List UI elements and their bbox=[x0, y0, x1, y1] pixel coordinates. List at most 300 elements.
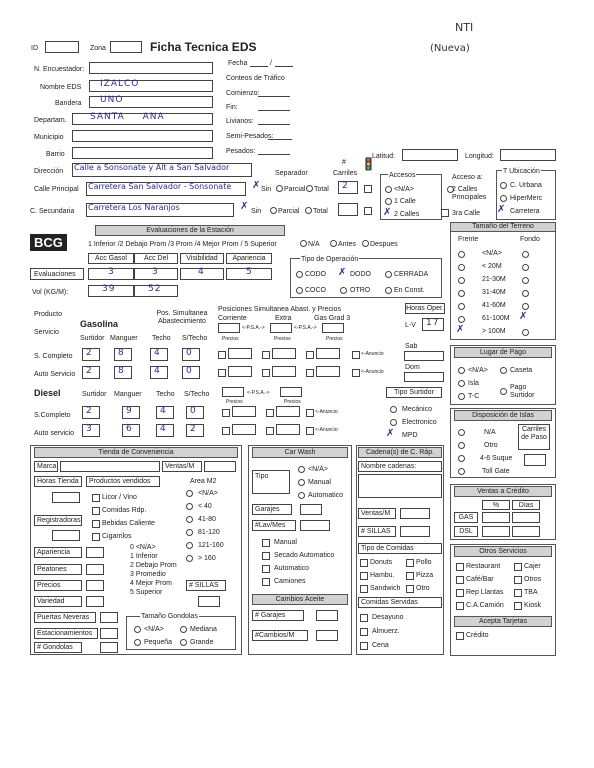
bandera-label: Bandera bbox=[55, 100, 82, 107]
terreno-fondo-4[interactable] bbox=[522, 290, 529, 297]
fecha-line-2[interactable] bbox=[275, 66, 293, 67]
terreno-opt-7: > 100M bbox=[482, 328, 506, 335]
credito-check[interactable] bbox=[456, 632, 464, 640]
carriles-label: Carriles bbox=[333, 170, 358, 177]
restaurant-label: Restaurant bbox=[466, 563, 501, 570]
gas-as-corr-price[interactable] bbox=[228, 366, 252, 377]
id-label: ID bbox=[31, 45, 38, 52]
gg3-psa-box[interactable] bbox=[322, 323, 344, 333]
cs-total-radio[interactable] bbox=[305, 207, 312, 214]
area-na-radio[interactable] bbox=[186, 490, 193, 497]
nombre-value: IZALCO bbox=[100, 79, 140, 89]
encuestador-field[interactable] bbox=[89, 62, 213, 74]
diesel-precios-1: Precios bbox=[226, 399, 243, 405]
cw-garajes-label: Garajes bbox=[252, 504, 292, 515]
cadena-sillas-field[interactable] bbox=[400, 526, 430, 537]
semipesados-label: Semi-Pesados: bbox=[226, 133, 274, 140]
direccion-label: Dirección bbox=[34, 168, 64, 175]
diesel-as-price-2[interactable] bbox=[276, 424, 300, 435]
terreno-opt-6: 61-100M bbox=[482, 315, 510, 322]
comienzo-label: Comienzo: bbox=[226, 90, 260, 97]
eval-despues-label: Despues bbox=[370, 241, 398, 248]
pago-na-radio[interactable] bbox=[458, 367, 465, 374]
comidas-check[interactable] bbox=[92, 507, 100, 515]
encuestador-label: N. Encuestador: bbox=[34, 66, 85, 73]
pago-tc-label: T-C bbox=[468, 393, 480, 400]
cp-semaforo-check[interactable] bbox=[364, 185, 372, 193]
diesel-sc-price-2[interactable] bbox=[276, 406, 300, 417]
area-m2-label: Area M2 bbox=[190, 478, 217, 485]
gas-as-4: 0 bbox=[186, 366, 193, 376]
terreno-fondo-3[interactable] bbox=[522, 277, 529, 284]
accesos-2calles-label: 2 Calles bbox=[394, 211, 420, 218]
acceso-3ra-label: 3ra Calle bbox=[452, 210, 481, 217]
diesel-as-price-1[interactable] bbox=[232, 424, 256, 435]
diesel-sc-3: 4 bbox=[160, 406, 167, 416]
gas-stecho-hdr: S/Techo bbox=[182, 335, 208, 342]
pago-surtidor-label: Pago Surtidor bbox=[510, 384, 535, 399]
tba-check[interactable] bbox=[514, 589, 522, 597]
disp-na-radio[interactable] bbox=[458, 429, 465, 436]
vc-gas-label: GAS bbox=[454, 512, 478, 523]
diesel-sc-2: 9 bbox=[126, 406, 133, 416]
tipo-comidas-label: Tipo de Comidas bbox=[358, 543, 442, 554]
diesel-as-check-1[interactable] bbox=[222, 427, 230, 435]
ubicacion-hipermerc-label: HiperMerc bbox=[510, 195, 543, 202]
gas-sc-4: 0 bbox=[186, 348, 193, 358]
livianos-label: Livianos: bbox=[226, 118, 254, 125]
cw-lavmes-field[interactable] bbox=[300, 520, 330, 531]
comidas-servidas-label: Comidas Servidas bbox=[358, 597, 442, 608]
calle-secundaria-value: Carretera Los Naranjos bbox=[88, 203, 180, 212]
diesel-precios-2: Precios bbox=[284, 399, 301, 405]
pesados-line[interactable] bbox=[258, 154, 290, 155]
gas-techo-hdr: Techo bbox=[152, 335, 171, 342]
sab-label: Sab bbox=[405, 343, 418, 350]
fecha-label: Fecha bbox=[228, 60, 248, 67]
gondola-pequena-label: Pequeña bbox=[144, 639, 173, 646]
scale-5: 5 Superior bbox=[130, 589, 163, 596]
eval-value-3: 4 bbox=[198, 267, 205, 277]
op-codo-radio[interactable] bbox=[296, 271, 303, 278]
acceso-3ra-check[interactable] bbox=[441, 209, 449, 217]
cambios-m-field[interactable] bbox=[316, 630, 338, 641]
terreno-fondo-2[interactable] bbox=[522, 264, 529, 271]
cw-secado-check[interactable] bbox=[262, 552, 270, 560]
registradoras-field[interactable] bbox=[52, 530, 80, 541]
corriente-psa-box[interactable] bbox=[218, 323, 240, 333]
semipesados-line[interactable] bbox=[268, 139, 292, 140]
area-41-80-radio[interactable] bbox=[186, 516, 193, 523]
gas-as-1: 2 bbox=[86, 366, 93, 376]
op-otro-radio[interactable] bbox=[340, 287, 347, 294]
almuerzo-check[interactable] bbox=[360, 628, 368, 636]
pago-caseta-label: Caseta bbox=[510, 367, 533, 374]
evaluaciones-title: Evaluaciones de la Estación bbox=[95, 225, 285, 236]
gas-sc-corr-price[interactable] bbox=[228, 348, 252, 359]
cena-check[interactable] bbox=[360, 642, 368, 650]
diesel-as-anuncio-check[interactable] bbox=[306, 427, 314, 435]
precios-3: Precios bbox=[326, 336, 343, 342]
restaurant-check[interactable] bbox=[456, 563, 464, 571]
cadena-sillas-label: # SILLAS bbox=[358, 526, 396, 537]
cs-parcial-label: Parcial bbox=[278, 208, 300, 215]
gas-sc-extra-check[interactable] bbox=[262, 351, 270, 359]
eval-despues-radio[interactable] bbox=[362, 240, 369, 247]
area-opt-2: < 40 bbox=[198, 503, 212, 510]
diesel-surtidor-hdr: Surtidor bbox=[82, 391, 107, 398]
gas-as-gg3-check[interactable] bbox=[306, 369, 314, 377]
zona-label: Zona bbox=[90, 45, 106, 52]
cena-label: Cena bbox=[372, 642, 389, 649]
tienda-sillas-field[interactable] bbox=[198, 596, 220, 607]
livianos-line[interactable] bbox=[258, 124, 290, 125]
fin-line[interactable] bbox=[258, 110, 290, 111]
peatones-field[interactable] bbox=[86, 564, 104, 575]
gasolina-label: Gasolina bbox=[80, 319, 119, 329]
cafebar-check[interactable] bbox=[456, 576, 464, 584]
scale-0: 0 <N/A> bbox=[130, 544, 156, 551]
comidas-label: Comidas Rdp. bbox=[102, 507, 147, 514]
gas-as-extra-price[interactable] bbox=[272, 366, 296, 377]
gas-as-anuncio: <-Anuncio bbox=[361, 369, 384, 375]
op-otro-label: OTRO bbox=[350, 287, 371, 294]
gas-sc-2: 8 bbox=[118, 348, 125, 358]
area-40-radio[interactable] bbox=[186, 503, 193, 510]
eval-row-label: Evaluaciones bbox=[30, 268, 84, 280]
terreno-fondo-1[interactable] bbox=[522, 251, 529, 258]
terreno-frente-1[interactable] bbox=[458, 251, 465, 258]
gondola-mediana-radio[interactable] bbox=[180, 626, 187, 633]
eval-antes-radio[interactable] bbox=[330, 240, 337, 247]
surtidor-mecanico-radio[interactable] bbox=[390, 406, 397, 413]
corner-note-line2: (Nueva) bbox=[430, 43, 470, 54]
licor-check[interactable] bbox=[92, 494, 100, 502]
area-opt-6: > 160 bbox=[198, 555, 216, 562]
desayuno-check[interactable] bbox=[360, 614, 368, 622]
cw-camiones-check[interactable] bbox=[262, 578, 270, 586]
ubicacion-carretera-mark: ✗ bbox=[497, 204, 506, 215]
diesel-techo-hdr: Techo bbox=[156, 391, 175, 398]
gas-as-gg3-price[interactable] bbox=[316, 366, 340, 377]
cw-automatico-check[interactable] bbox=[262, 565, 270, 573]
disp-otro-radio[interactable] bbox=[458, 442, 465, 449]
kiosk-label: Kiosk bbox=[524, 602, 542, 609]
gas-manguer-hdr: Manguer bbox=[110, 335, 138, 342]
gas-sc-3: 4 bbox=[154, 348, 161, 358]
tamano-gondolas-title: Tamaño Gondolas bbox=[141, 613, 198, 620]
diesel-sc-label: S.Completo bbox=[34, 412, 71, 419]
eval-value-2: 3 bbox=[152, 267, 159, 277]
scale-2: 2 Debajo Prom bbox=[130, 562, 177, 569]
producto-label: Producto bbox=[34, 311, 63, 318]
op-coco-radio[interactable] bbox=[296, 287, 303, 294]
gas-sc-anuncio: <-Anuncio bbox=[361, 351, 384, 357]
terreno-frente-6[interactable] bbox=[458, 316, 465, 323]
calle-secundaria-label: C. Secundaria bbox=[30, 208, 75, 215]
pago-caseta-radio[interactable] bbox=[500, 367, 507, 374]
vc-pct-hdr: % bbox=[482, 500, 510, 510]
diesel-as-check-2[interactable] bbox=[266, 427, 274, 435]
cw-manual-check[interactable] bbox=[262, 539, 270, 547]
depto-value: SANTA ANA bbox=[90, 112, 165, 122]
terreno-opt-2: < 20M bbox=[482, 263, 502, 270]
cs-semaforo-check[interactable] bbox=[364, 207, 372, 215]
cambios-aceite-title: Cambios Aceite bbox=[252, 594, 348, 605]
area-81-120-radio[interactable] bbox=[186, 529, 193, 536]
area-opt-3: 41-80 bbox=[198, 516, 216, 523]
id-field[interactable] bbox=[45, 41, 79, 53]
gondola-grande-radio[interactable] bbox=[180, 639, 187, 646]
pizza-check[interactable] bbox=[406, 572, 414, 580]
almuerzo-label: Almuerz. bbox=[372, 628, 400, 635]
pago-na-label: <N/A> bbox=[468, 367, 488, 374]
apariencia-field[interactable] bbox=[86, 547, 104, 558]
gondola-na-radio[interactable] bbox=[134, 626, 141, 633]
cambios-garajes-field[interactable] bbox=[316, 610, 338, 621]
precios-2: Precios bbox=[274, 336, 291, 342]
donuts-check[interactable] bbox=[360, 559, 368, 567]
accesos-2calles-mark: ✗ bbox=[383, 207, 392, 218]
gas-as-extra-check[interactable] bbox=[262, 369, 270, 377]
productos-vendidos-label: Productos vendidos bbox=[86, 476, 160, 487]
estacionamientos-field[interactable] bbox=[100, 628, 118, 639]
diesel-sc-check-1[interactable] bbox=[222, 409, 230, 417]
cadena-ventas-field[interactable] bbox=[400, 508, 430, 519]
terreno-fondo-5[interactable] bbox=[522, 303, 529, 310]
gas-surtidor-hdr: Surtidor bbox=[80, 335, 105, 342]
gas-as-label: Auto Servicio bbox=[34, 371, 76, 378]
cw-garajes-field[interactable] bbox=[300, 504, 322, 515]
sandwich-check[interactable] bbox=[360, 585, 368, 593]
pollo-check[interactable] bbox=[406, 559, 414, 567]
surtidor-mecanico-label: Mecánico bbox=[402, 406, 432, 413]
pago-surtidor-radio[interactable] bbox=[500, 388, 507, 395]
vc-dsl-pct[interactable] bbox=[482, 526, 510, 537]
gondola-grande-label: Grande bbox=[190, 639, 214, 646]
cadena-nombre-field[interactable] bbox=[358, 474, 442, 498]
eval-col-1: Acc Gasol bbox=[88, 253, 134, 264]
cajer-check[interactable] bbox=[514, 563, 522, 571]
carriles-paso-field[interactable] bbox=[524, 454, 546, 466]
op-cerrada-radio[interactable] bbox=[385, 271, 392, 278]
repllantas-check[interactable] bbox=[456, 589, 464, 597]
op-dodo-mark: ✗ bbox=[338, 267, 347, 278]
gas-sc-gg3-price[interactable] bbox=[316, 348, 340, 359]
tipo-surtidor-label: Tipo Surtidor bbox=[386, 387, 442, 398]
terreno-frente-3[interactable] bbox=[458, 277, 465, 284]
diesel-sc-4: 0 bbox=[190, 406, 197, 416]
cambios-m-label: #Cambios/M bbox=[252, 630, 308, 641]
municipio-field[interactable] bbox=[72, 130, 213, 142]
gas-sc-extra-price[interactable] bbox=[272, 348, 296, 359]
cacamion-check[interactable] bbox=[456, 602, 464, 610]
gondola-pequena-radio[interactable] bbox=[134, 639, 141, 646]
pago-tc-radio[interactable] bbox=[458, 393, 465, 400]
registradoras-label: Registradoras bbox=[34, 515, 82, 526]
form-title: Ficha Tecnica EDS bbox=[150, 40, 257, 54]
cw-automatico-radio[interactable] bbox=[298, 492, 305, 499]
latitud-label: Latitud: bbox=[372, 153, 395, 160]
otro-comida-check[interactable] bbox=[406, 585, 414, 593]
carwash-tipo-label: Tipo bbox=[252, 470, 290, 494]
ubicacion-hipermerc-radio[interactable] bbox=[500, 195, 507, 202]
ventas-m-label: Ventas/M bbox=[162, 461, 202, 472]
op-cerrada-label: CERRADA bbox=[394, 271, 429, 278]
dom-field[interactable] bbox=[404, 372, 444, 382]
marca-label: Marca bbox=[34, 461, 58, 472]
scale-1: 1 Inferior bbox=[130, 553, 158, 560]
cambios-garajes-label: # Garajes bbox=[252, 610, 304, 621]
cw-manual-radio[interactable] bbox=[298, 479, 305, 486]
evaluaciones-scale: 1 Inferior /2 Debajo Prom /3 Prom /4 Mejor Prom / 5 Superior bbox=[88, 241, 277, 248]
eval-value-4: 5 bbox=[246, 267, 253, 277]
ventas-m-field[interactable] bbox=[204, 461, 236, 472]
tipo-operacion-title: Tipo de Operación bbox=[301, 256, 359, 263]
precios-1: Precios bbox=[222, 336, 239, 342]
conteos-label: Conteos de Tráfico bbox=[226, 75, 285, 82]
gas-as-2: 8 bbox=[118, 366, 125, 376]
accesos-na-radio[interactable] bbox=[385, 186, 392, 193]
cigarrillos-check[interactable] bbox=[92, 533, 100, 541]
gas-sc-corr-check[interactable] bbox=[218, 351, 226, 359]
gas-sc-anuncio-check[interactable] bbox=[352, 351, 360, 359]
calle-principal-label: Calle Principal bbox=[34, 186, 79, 193]
fecha-line-1[interactable] bbox=[250, 66, 268, 67]
area-121-160-radio[interactable] bbox=[186, 542, 193, 549]
extra-label: Extra bbox=[275, 315, 292, 322]
barrio-label: Barrio bbox=[46, 151, 65, 158]
cw-na-radio[interactable] bbox=[298, 466, 305, 473]
barrio-field[interactable] bbox=[72, 147, 213, 159]
marca-field[interactable] bbox=[60, 461, 160, 472]
op-dodo-label: DODO bbox=[350, 271, 371, 278]
diesel-as-3: 4 bbox=[160, 424, 167, 434]
gondolas-field[interactable] bbox=[100, 642, 118, 653]
diesel-as-1: 3 bbox=[86, 424, 93, 434]
op-coco-label: COCO bbox=[305, 287, 326, 294]
cw-manual-label: Manual bbox=[308, 479, 331, 486]
diesel-manguer-hdr: Manguer bbox=[114, 391, 142, 398]
diesel-sc-check-2[interactable] bbox=[266, 409, 274, 417]
comienzo-line[interactable] bbox=[258, 96, 290, 97]
posiciones-label: Posiciones Simultanea Abast. y Precios bbox=[218, 306, 341, 313]
gas-as-anuncio-check[interactable] bbox=[352, 369, 360, 377]
puertas-neveras-field[interactable] bbox=[100, 612, 118, 623]
diesel-as-4: 2 bbox=[190, 424, 197, 434]
kiosk-check[interactable] bbox=[514, 602, 522, 610]
lv-value: 17 bbox=[426, 318, 440, 328]
accesos-na-label: <N/A> bbox=[394, 186, 414, 193]
diesel-psa-box-2[interactable] bbox=[280, 387, 302, 397]
terreno-frente-4[interactable] bbox=[458, 290, 465, 297]
eval-na-radio[interactable] bbox=[300, 240, 307, 247]
cp-parcial-radio[interactable] bbox=[276, 185, 283, 192]
hambu-check[interactable] bbox=[360, 572, 368, 580]
terreno-opt-3: 21-30M bbox=[482, 276, 506, 283]
diesel-psa-box[interactable] bbox=[222, 387, 244, 397]
cigarrillos-label: Cigarrilos bbox=[102, 533, 132, 540]
diesel-sc-anuncio-check[interactable] bbox=[306, 409, 314, 417]
surtidor-electronico-radio[interactable] bbox=[390, 419, 397, 426]
disp-tollgate-radio[interactable] bbox=[458, 468, 465, 475]
sandwich-label: Sandwich bbox=[370, 585, 401, 592]
otros-check[interactable] bbox=[514, 576, 522, 584]
disp-na-label: N/A bbox=[484, 429, 496, 436]
cw-camiones-label: Camiones bbox=[274, 578, 306, 585]
accesos-1calle-radio[interactable] bbox=[385, 198, 392, 205]
accesos-title: Accesos bbox=[389, 172, 416, 179]
precios-field[interactable] bbox=[86, 580, 104, 591]
cadena-nombre-label: Nombre cadenas: bbox=[358, 461, 442, 472]
diesel-sc-anuncio: <-Anuncio bbox=[315, 409, 338, 415]
zona-field[interactable] bbox=[110, 41, 142, 53]
carwash-title: Car Wash bbox=[252, 447, 348, 458]
pizza-label: Pizza bbox=[416, 572, 434, 579]
diesel-sc-price-1[interactable] bbox=[232, 406, 256, 417]
puertas-neveras-label: Puertas Neveras bbox=[34, 612, 96, 623]
vc-gas-dias[interactable] bbox=[512, 512, 540, 523]
vc-gas-pct[interactable] bbox=[482, 512, 510, 523]
vc-dsl-dias[interactable] bbox=[512, 526, 540, 537]
area-160-radio[interactable] bbox=[186, 555, 193, 562]
separador-label: Separador bbox=[275, 170, 308, 177]
disp-suque-radio[interactable] bbox=[458, 455, 465, 462]
cw-secado-label: Secado Automatico bbox=[274, 552, 335, 559]
pago-isla-radio[interactable] bbox=[458, 380, 465, 387]
longitud-field[interactable] bbox=[500, 149, 556, 161]
gas-sc-gg3-check[interactable] bbox=[306, 351, 314, 359]
terreno-frente-2[interactable] bbox=[458, 264, 465, 271]
gas-sc-label: S. Completo bbox=[34, 353, 73, 360]
gas-as-corr-check[interactable] bbox=[218, 369, 226, 377]
acceso-a-label: Acceso a: bbox=[452, 174, 483, 181]
op-enconst-radio[interactable] bbox=[385, 287, 392, 294]
cs-carriles-field[interactable] bbox=[338, 203, 358, 216]
gondola-mediana-label: Mediana bbox=[190, 626, 217, 633]
horas-tienda-field[interactable] bbox=[52, 492, 80, 503]
cs-parcial-radio[interactable] bbox=[270, 207, 277, 214]
lugar-pago-title: Lugar de Pago bbox=[454, 347, 552, 358]
tienda-title: Tienda de Conveniencia bbox=[34, 447, 238, 458]
tienda-sillas-label: # SILLAS bbox=[186, 580, 226, 591]
latitud-field[interactable] bbox=[402, 149, 458, 161]
licor-label: Licor / Vino bbox=[102, 494, 137, 501]
terreno-fondo-7[interactable] bbox=[522, 329, 529, 336]
area-opt-5: 121-160 bbox=[198, 542, 224, 549]
vol-label: Vol (KG/M): bbox=[32, 289, 69, 296]
cafebar-label: Café/Bar bbox=[466, 576, 494, 583]
terreno-fondo: Fondo bbox=[520, 236, 540, 243]
bebidas-check[interactable] bbox=[92, 520, 100, 528]
acceso-2principales-label: 2 Calles Principales bbox=[452, 186, 487, 201]
cs-total-label: Total bbox=[313, 208, 328, 215]
vc-dias-hdr: Días bbox=[512, 500, 540, 510]
ubicacion-carretera-label: Carretera bbox=[510, 208, 540, 215]
ubicacion-urbana-radio[interactable] bbox=[500, 182, 507, 189]
sab-field[interactable] bbox=[404, 351, 444, 361]
variedad-label: Variedad bbox=[34, 596, 82, 607]
extra-psa-box[interactable] bbox=[270, 323, 292, 333]
gas-as-3: 4 bbox=[154, 366, 161, 376]
calle-principal-sin-mark: ✗ bbox=[252, 180, 261, 191]
variedad-field[interactable] bbox=[86, 596, 104, 607]
otros-servicios-title: Otros Servicios bbox=[454, 546, 552, 557]
diesel-as-2: 6 bbox=[126, 424, 133, 434]
cp-total-radio[interactable] bbox=[306, 185, 313, 192]
corriente-psa: <-P.S.A.-> bbox=[242, 325, 265, 331]
terreno-frente-5[interactable] bbox=[458, 303, 465, 310]
